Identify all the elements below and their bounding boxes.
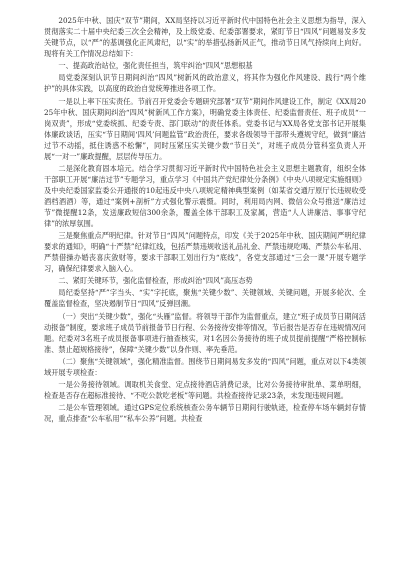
- section-2-item-2: （二）聚焦“关键领域”，强化精准监督。围绕节日期间易发多发的“四风”问题，重点对以下4类领域开展专项检查：: [44, 356, 366, 377]
- section-2-point-1: 一是公务接待领域。调取机关食堂、定点接待酒店消费记录，比对公务接待审批单、菜单明细，检查是否存在超标准接待、“不吃公款吃老板”等问题。共检查接待记录23条，未发现违规问题。: [44, 379, 366, 400]
- section-1-point-1: 一是以上率下压实责任。节前召开党委会专题研究部署“双节”期间作风建设工作，制定《XX局2025年中秋、国庆期间纠治“四风”树新风工作方案》，明确党委主体责任、纪委监督责任、班子成员“一岗双责”，形成“党委统抓、纪委专责、部门联动”的责任体系。党委书记与XX局各党支部书记开展集体廉政谈话，压实“节日期间‘四风’问题监管”政治责任，要求各级领导干部带头遵规守纪，做到“廉洁过节不动摇，抵住诱惑不松懈”，同时压紧压实关键少数“节日关”，对班子成员分管科室负责人开展“一对一”廉政提醒，层层传导压力。: [44, 96, 366, 161]
- intro-paragraph: 2025年中秋、国庆“双节”期间，XX局坚持以习近平新时代中国特色社会主义思想为指导，深入贯彻落实二十届中央纪委三次全会精神，及上级党委、纪委部署要求，紧盯节日“四风”问题易发多发关键节点，以“严”的基调强化正风肃纪，以“实”的举措弘扬新风正气，推动节日风气持续向上向好。现将有关工作情况总结如下：: [44, 16, 366, 58]
- section-1-point-2: 二是深化教育固本培元。结合学习贯彻习近平新时代中国特色社会主义思想主题教育，组织全体干部职工开展“廉洁过节”专题学习，重点学习《中国共产党纪律处分条例》《中央八项规定实施细则》及中央纪委国家监委公开通报的10起违反中央八项规定精神典型案例（如某省交通厅原厅长违规收受酒档酒酒）等，通过“案例+剖析”方式强化警示震慑。同时，利用局内网、微信公众号推送“廉洁过节”微提醒12条，发送廉政短信300余条，覆盖全体干部职工及家属，营造“人人讲廉洁、事事守纪律”的浓厚氛围。: [44, 163, 366, 228]
- section-2-item-1: （一）突出“关键少数”，强化“头雁”监督。将领导干部作为监督重点，建立“班子成员节日期间活动报备”制度，要求班子成员节前报备节日行程、公务接待安排等情况，节后报告是否存在违规情况问题。纪委对3名班子成员报备事项进行抽查核实，对1名因公务接待的班子成员提前提醒“严格控制标准、禁止超规格接待”，保障“关键少数”以身作则、率先垂范。: [44, 311, 366, 354]
- section-heading-1: 一、提高政治站位，强化责任担当，筑牢纠治“四风”思想根基: [58, 61, 253, 71]
- section-heading-2: 二、紧盯关键环节，强化监督检查，形成纠治“四风”高压态势: [58, 276, 253, 286]
- section-2-intro: 局纪委坚持“严”字当头、“实”字托底，聚焦“关键少数”、关键领域、关键问题，开展多轮次、全覆盖监督检查，坚决遏制节日“四风”反弹回潮。: [44, 288, 366, 309]
- section-1-intro: 局党委深刻认识节日期间纠治“四风”树新风的政治意义，将其作为强化作风建设、践行“两个维护”的具体实践，以高度的政治自觉统筹推进各项工作。: [44, 73, 366, 94]
- section-1-point-3: 三是聚焦重点严明纪律。针对节日“四风”问题特点，印发《关于2025年中秋、国庆期间严明纪律要求的通知》，明确“十严禁”纪律红线，包括严禁违规收送礼品礼金、严禁违规吃喝、严禁公车私用、严禁借操办婚丧喜庆敛财等，要求干部职工划出行为“底线”，各党支部通过“三会一课”开展专题学习，确保纪律要求入脑入心。: [44, 230, 366, 273]
- section-2-point-2: 二是公车管理领域。通过GPS定位系统核查公务车辆节日期间行驶轨迹，检查停车场车辆封存情况，重点排查“公车私用”“私车公养”问题。共检查: [44, 403, 366, 424]
